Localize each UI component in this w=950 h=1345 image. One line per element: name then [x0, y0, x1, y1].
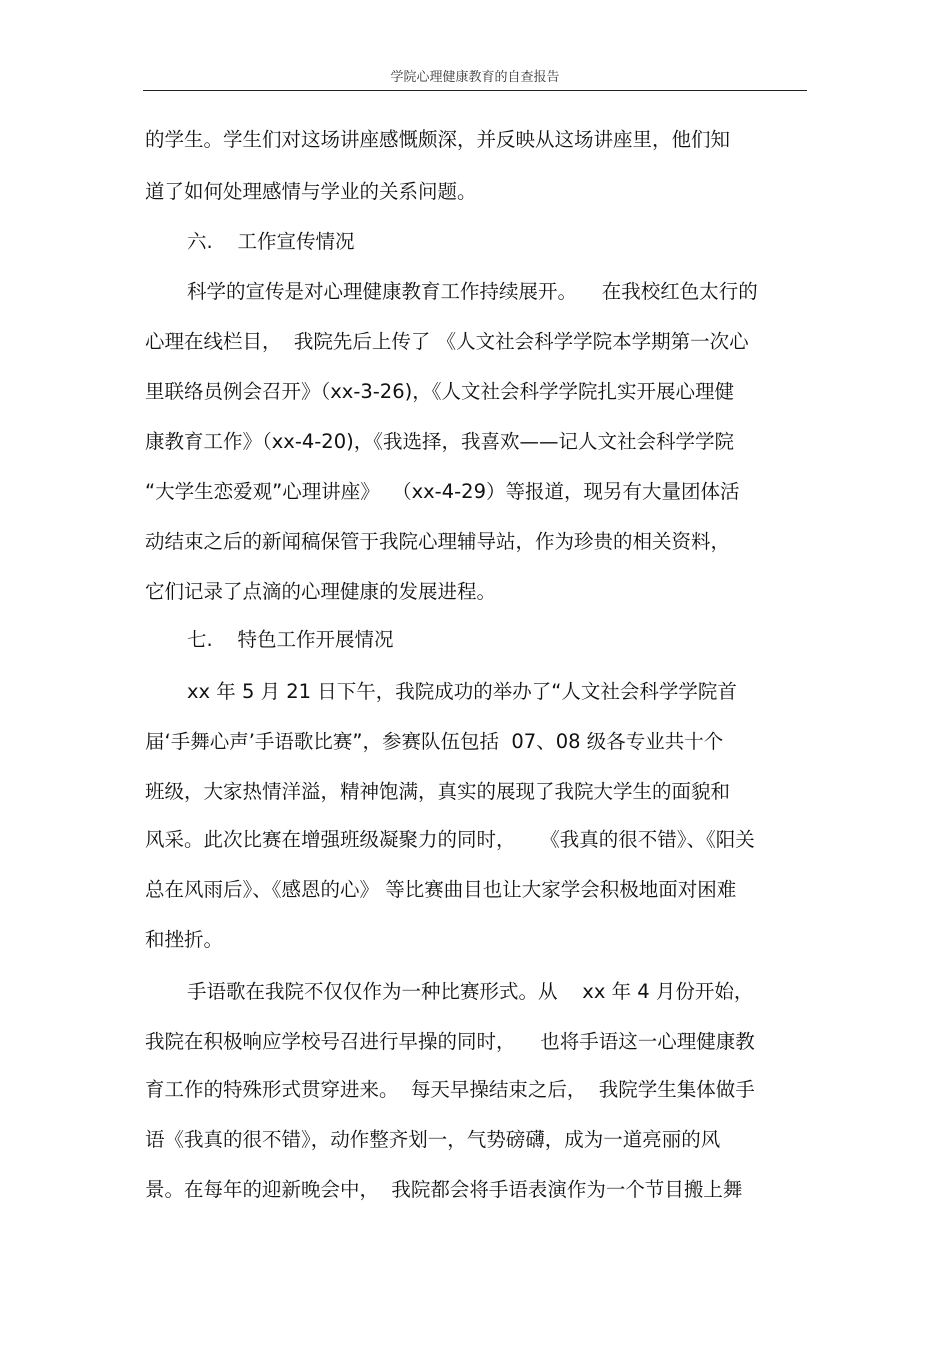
body-line: 里联络员例会召开》（xx-3-26)，《人文社会科学学院扎实开展心理健 — [145, 380, 734, 403]
body-line: 风采。此次比赛在增强班级凝聚力的同时， 《我真的很不错》、《阳关 — [145, 828, 755, 851]
body-line: 道了如何处理感情与学业的关系问题。 — [145, 180, 477, 203]
page-header-title: 学院心理健康教育的自查报告 — [390, 70, 560, 85]
body-line: 语《我真的很不错》，动作整齐划一，气势磅礴，成为一道亮丽的风 — [145, 1128, 721, 1151]
body-line: 景。在每年的迎新晚会中， 我院都会将手语表演作为一个节目搬上舞 — [145, 1178, 743, 1201]
body-line: 总在风雨后》、《感恩的心》 等比赛曲目也让大家学会积极地面对困难 — [145, 878, 737, 901]
body-line: “大学生恋爱观”心理讲座》 （xx-4-29）等报道，现另有大量团体活 — [145, 480, 740, 503]
body-line: 届‘手舞心声’手语歌比赛”，参赛队伍包括 07、08 级各专业共十个 — [145, 730, 724, 753]
header-divider — [143, 90, 807, 91]
section-heading: 六. 工作宣传情况 — [187, 230, 355, 253]
body-line: 动结束之后的新闻稿保管于我院心理辅导站，作为珍贵的相关资料， — [145, 530, 731, 553]
body-line: 我院在积极响应学校号召进行早操的同时， 也将手语这一心理健康教 — [145, 1030, 755, 1053]
body-line: 和挫折。 — [145, 928, 224, 951]
body-line: 的学生。学生们对这场讲座感慨颇深，并反映从这场讲座里，他们知 — [145, 128, 731, 151]
body-line: 康教育工作》（xx-4-20)，《我选择，我喜欢——记人文社会科学学院 — [145, 430, 734, 453]
section-heading: 七. 特色工作开展情况 — [187, 628, 394, 651]
body-line: xx 年 5 月 21 日下午，我院成功的举办了“人文社会科学学院首 — [187, 680, 737, 703]
body-line: 手语歌在我院不仅仅作为一种比赛形式。从 xx 年 4 月份开始， — [187, 980, 754, 1003]
body-line: 科学的宣传是对心理健康教育工作持续展开。 在我校红色太行的 — [187, 280, 758, 303]
body-line: 心理在线栏目， 我院先后上传了 《人文社会科学学院本学期第一次心 — [145, 330, 749, 353]
body-line: 班级，大家热情洋溢，精神饱满，真实的展现了我院大学生的面貌和 — [145, 780, 731, 803]
body-line: 育工作的特殊形式贯穿进来。 每天早操结束之后， 我院学生集体做手 — [145, 1078, 755, 1101]
body-line: 它们记录了点滴的心理健康的发展进程。 — [145, 580, 497, 603]
